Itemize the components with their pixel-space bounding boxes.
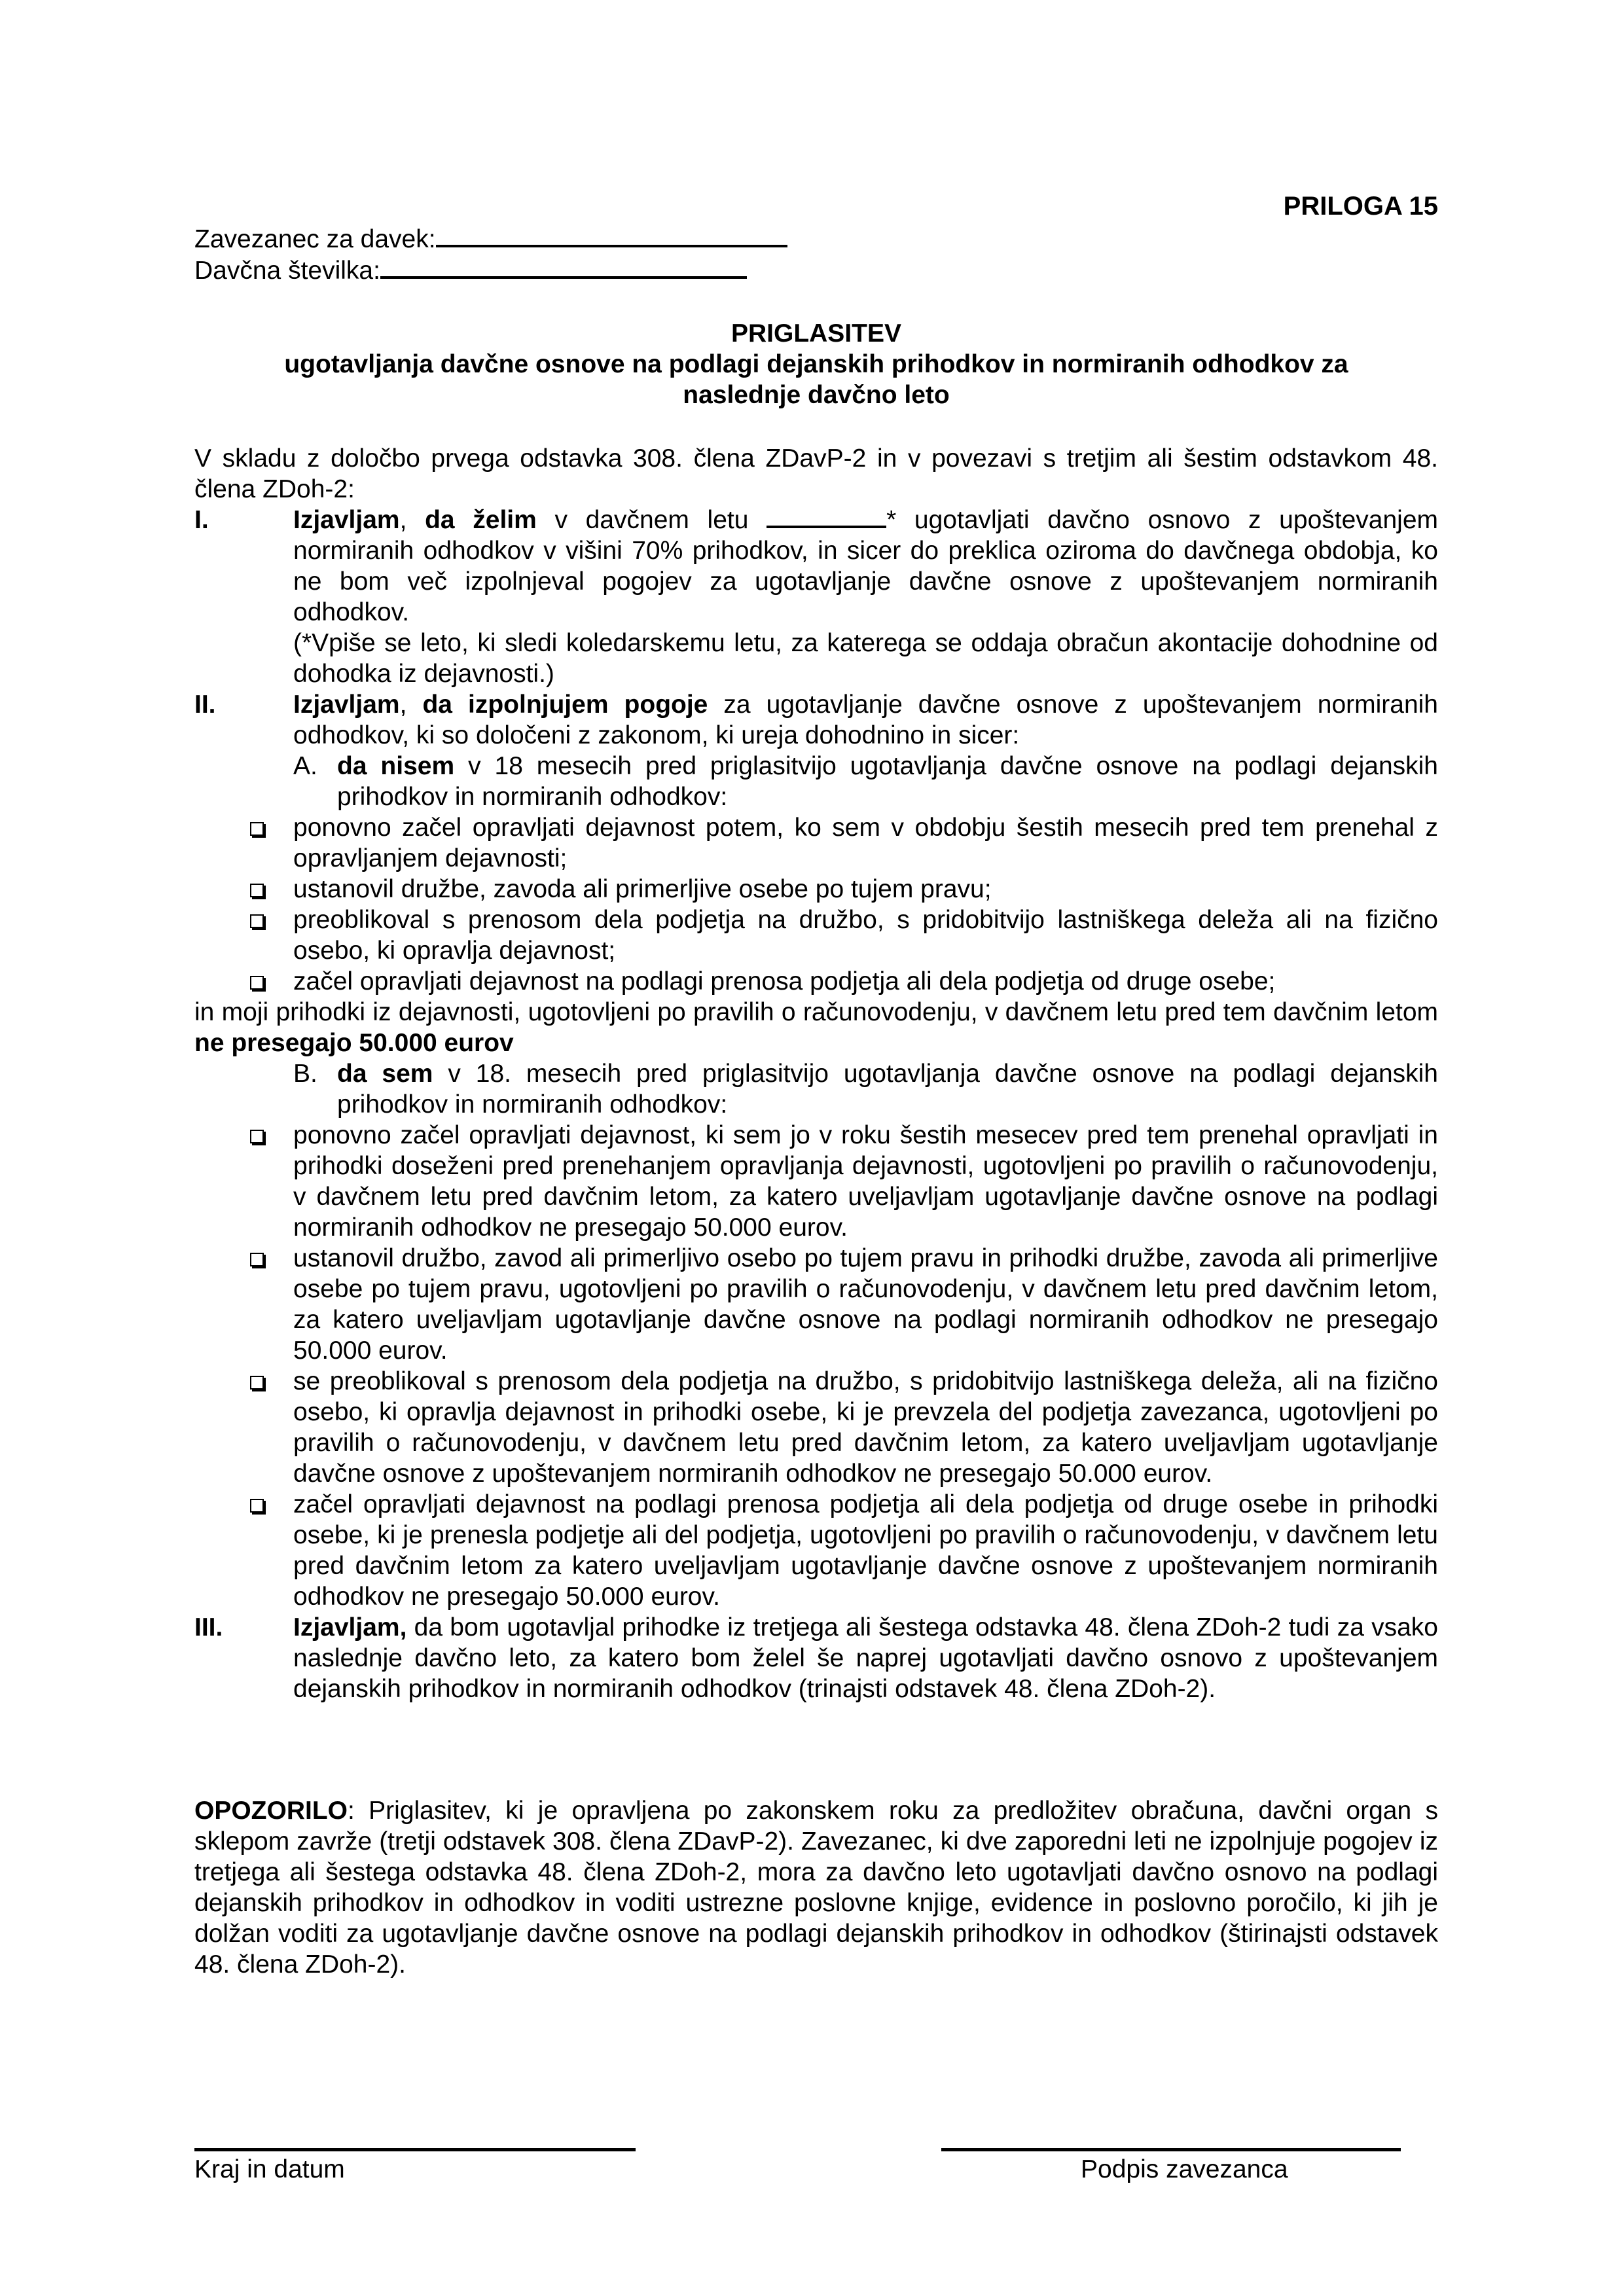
sub-a-letter: A. bbox=[293, 752, 317, 780]
title-subtitle-line2: naslednje davčno leto bbox=[683, 381, 950, 409]
checkbox-label: ponovno začel opravljati dejavnost potem, ko sem v obdobju šestih mesecih pred tem prenehal z opravljanjem dejavnosti; bbox=[293, 814, 1438, 872]
checkbox-icon[interactable] bbox=[250, 966, 293, 997]
sub-a-text: v 18 mesecih pred priglasitvijo ugotavljanja davčne osnove na podlagi dejanskih prihodkov in normiranih odhodkov: bbox=[337, 752, 1438, 811]
annex-label: PRILOGA 15 bbox=[1283, 192, 1438, 221]
sub-b-lead: da sem bbox=[337, 1060, 433, 1088]
section-1-lead-a: Izjavljam bbox=[293, 506, 400, 534]
checkbox-label: začel opravljati dejavnost na podlagi prenosa podjetja ali dela podjetja od druge osebe in prihodki osebe, ki je prenesla podjetje ali del podjetja, ugotovljeni po pravilih o računovodenju, v davčnem letu pred davčnim letom za katero uveljavljam ugotavljanje davčne osnove z upoštevanjem normiranih odhodkov ne presegajo 50.000 eurov. bbox=[293, 1490, 1438, 1611]
checkbox-icon[interactable] bbox=[250, 812, 293, 874]
checkbox-item[interactable] bbox=[250, 1489, 1438, 1612]
section-1-numeral: I. bbox=[194, 506, 209, 534]
intro-paragraph: V skladu z določbo prvega odstavka 308. člena ZDavP-2 in v povezavi s tretjim ali šestim odstavkom 48. člena ZDoh-2: bbox=[194, 444, 1438, 503]
section-1-separator: , bbox=[399, 506, 425, 534]
tax-number-field bbox=[194, 253, 747, 286]
signature-line[interactable] bbox=[941, 2148, 1401, 2151]
checkbox-label: ustanovil družbe, zavoda ali primerljive osebe po tujem pravu; bbox=[293, 875, 992, 903]
checkbox-label: se preoblikoval s prenosom dela podjetja na družbo, s pridobitvijo lastniškega deleža, ali na fizično osebo, ki opravlja dejavnost in prihodki osebe, ki je prevzela del podjetja zavezanca, ugotovljeni po pravilih o računovodenju, v davčnem letu pred davčnim letom, za katero uveljavljam ugotavljanje davčne osnove z upoštevanjem normiranih odhodkov ne presegajo 50.000 eurov. bbox=[293, 1367, 1438, 1488]
section-3 bbox=[194, 1612, 1438, 1704]
section-2-numeral: II. bbox=[194, 691, 216, 719]
section-3-text: da bom ugotavljal prihodke iz tretjega ali šestega odstavka 48. člena ZDoh-2 tudi za vsako naslednje davčno leto, za katero bom želel še naprej ugotavljati davčno osnovo z upoštevanjem dejanskih prihodkov in normiranih odhodkov (trinajsti odstavek 48. člena ZDoh-2). bbox=[293, 1613, 1438, 1703]
signature-label: Podpis zavezanca bbox=[1081, 2155, 1288, 2183]
checkbox-label: preoblikoval s prenosom dela podjetja na družbo, s pridobitvijo lastniškega deleža ali na fizično osebo, ki opravlja dejavnost; bbox=[293, 906, 1438, 965]
section-2-sub-b bbox=[293, 1058, 1438, 1120]
tax-year-blank[interactable] bbox=[767, 506, 886, 528]
section-3-numeral: III. bbox=[194, 1613, 223, 1641]
declaration-body bbox=[194, 443, 1438, 1704]
sub-a-closing-text: in moji prihodki iz dejavnosti, ugotovljeni po pravilih o računovodenju, v davčnem letu pred tem davčnim letom bbox=[194, 998, 1438, 1026]
place-date-block bbox=[194, 2148, 636, 2185]
checkbox-icon[interactable] bbox=[250, 1489, 293, 1612]
signature-block bbox=[941, 2148, 1401, 2185]
checkbox-label: ponovno začel opravljati dejavnost, ki sem jo v roku šestih mesecev pred tem prenehal opravljati in prihodki doseženi pred prenehanjem opravljanja dejavnosti, ugotovljeni po pravilih o računovodenju, v davčnem letu pred davčnim letom, za katero uveljavljam ugotavljanje davčne osnove na podlagi normiranih odhodkov ne presegajo 50.000 eurov. bbox=[293, 1121, 1438, 1242]
checkbox-item[interactable] bbox=[250, 1243, 1438, 1366]
sub-a-lead: da nisem bbox=[337, 752, 455, 780]
place-date-label: Kraj in datum bbox=[194, 2155, 345, 2183]
document-title bbox=[194, 318, 1438, 410]
warning-paragraph bbox=[194, 1795, 1438, 1980]
tax-number-blank-line[interactable] bbox=[380, 253, 747, 279]
checkbox-icon[interactable] bbox=[250, 1120, 293, 1243]
tax-number-label: Davčna številka: bbox=[194, 257, 380, 285]
warning-lead: OPOZORILO bbox=[194, 1797, 348, 1825]
section-1-note: (*Vpiše se leto, ki sledi koledarskemu letu, za katerega se oddaja obračun akontacije dohodnine od dohodka iz dejavnosti.) bbox=[293, 629, 1438, 688]
section-3-lead: Izjavljam, bbox=[293, 1613, 407, 1641]
checkbox-icon[interactable] bbox=[250, 905, 293, 966]
sub-a-closing-bold: ne presegajo 50.000 eurov bbox=[194, 1029, 514, 1057]
checkbox-item[interactable] bbox=[250, 812, 1438, 874]
section-2 bbox=[194, 689, 1438, 751]
checkbox-icon[interactable] bbox=[250, 1243, 293, 1366]
section-2-text: za ugotavljanje davčne osnove z upoštevanjem normiranih odhodkov, ki so določeni z zakonom, ki ureja dohodnino in sicer: bbox=[293, 691, 1439, 749]
taxpayer-field bbox=[194, 221, 787, 255]
section-2-lead-b: da izpolnjujem pogoje bbox=[422, 691, 708, 719]
checkbox-label: začel opravljati dejavnost na podlagi prenosa podjetja ali dela podjetja od druge osebe; bbox=[293, 967, 1276, 996]
taxpayer-blank-line[interactable] bbox=[436, 221, 787, 247]
section-1 bbox=[194, 505, 1438, 689]
section-2-lead-a: Izjavljam bbox=[293, 691, 400, 719]
checkbox-item[interactable] bbox=[250, 1120, 1438, 1243]
sub-b-text: v 18. mesecih pred priglasitvijo ugotavljanja davčne osnove na podlagi dejanskih prihodkov in normiranih odhodkov: bbox=[337, 1060, 1438, 1119]
title-subtitle-line1: ugotavljanja davčne osnove na podlagi dejanskih prihodkov in normiranih odhodkov za bbox=[284, 350, 1348, 378]
section-1-text-before: v davčnem letu bbox=[536, 506, 767, 534]
section-2-separator: , bbox=[399, 691, 423, 719]
sub-b-letter: B. bbox=[293, 1060, 317, 1088]
checkbox-item[interactable] bbox=[250, 905, 1438, 966]
checkbox-item[interactable] bbox=[250, 1366, 1438, 1489]
checkbox-label: ustanovil družbo, zavod ali primerljivo osebo po tujem pravu in prihodki družbe, zavoda ali primerljive osebe po tujem pravu, ugotovljeni po pravilih o računovodenju, v davčnem letu pred davčnim letom, za katero uveljavljam ugotavljanje davčne osnove na podlagi normiranih odhodkov ne presegajo 50.000 eurov. bbox=[293, 1244, 1438, 1365]
title-main: PRIGLASITEV bbox=[731, 319, 902, 348]
taxpayer-label: Zavezanec za davek: bbox=[194, 225, 436, 253]
checkbox-item[interactable] bbox=[250, 874, 1438, 905]
section-1-text-after: * ugotavljati davčno osnovo z upoštevanjem normiranih odhodkov v višini 70% prihodkov, in sicer do preklica oziroma do davčnega obdobja, ko ne bom več izpolnjeval pogojev za ugotavljanje davčne osnove z upoštevanjem normiranih odhodkov. bbox=[293, 506, 1439, 626]
checkbox-icon[interactable] bbox=[250, 874, 293, 905]
checkbox-icon[interactable] bbox=[250, 1366, 293, 1489]
warning-text: : Priglasitev, ki je opravljena po zakonskem roku za predložitev obračuna, davčni organ s sklepom zavrže (tretji odstavek 308. člena ZDavP-2). Zavezanec, ki dve zaporedni leti ne izpolnjuje pogojev iz tretjega ali šestega odstavka 48. člena ZDoh-2, mora za davčno leto ugotavljati davčno osnovo na podlagi dejanskih prihodkov in odhodkov in voditi ustrezne poslovne knjige, evidence in poslovno poročilo, ki jih je dolžan voditi za ugotavljanje davčne osnove na podlagi dejanskih prihodkov in odhodkov (štirinajsti odstavek 48. člena ZDoh-2). bbox=[194, 1797, 1438, 1979]
section-1-lead-b: da želim bbox=[425, 506, 537, 534]
checkbox-item[interactable] bbox=[250, 966, 1438, 997]
section-2-sub-a bbox=[293, 751, 1438, 812]
sub-a-closing bbox=[194, 997, 1438, 1058]
place-date-line[interactable] bbox=[194, 2148, 636, 2151]
